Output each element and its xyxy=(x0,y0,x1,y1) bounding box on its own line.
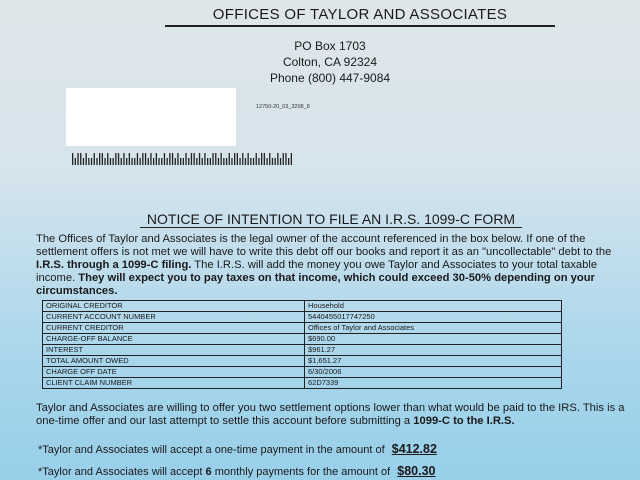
monthly-offer-text-2: monthly payments for the amount of xyxy=(211,466,391,478)
company-address xyxy=(240,38,420,86)
settlement-text: Taylor and Associates are willing to offer you two settlement options lower than what would be paid to the IRS. This is a one-time offer and our last attempt to settle this account before submitting a xyxy=(36,402,625,427)
reference-code: 12750-20_03_3298_8 xyxy=(256,104,310,110)
account-details-table xyxy=(42,300,562,389)
postal-barcode xyxy=(72,153,294,165)
one-time-offer xyxy=(38,442,437,456)
one-time-offer-text: *Taylor and Associates will accept a one-time payment in the amount of xyxy=(38,444,385,456)
intro-text: The Offices of Taylor and Associates is the legal owner of the account referenced in the box below. If one of the settlement offers is not met we will have to write this debt off our books and report it as an "uncollectable" debt to the xyxy=(36,233,612,258)
address-line: PO Box 1703 xyxy=(294,39,366,53)
row-label: CLIENT CLAIM NUMBER xyxy=(43,378,305,389)
row-value: Offices of Taylor and Associates xyxy=(305,323,562,334)
row-value: 5440455017747250 xyxy=(305,312,562,323)
intro-text-2: The I.R.S. will add the money you owe Taylor and Associates to your total taxable income. xyxy=(36,259,598,284)
row-label: CURRENT CREDITOR xyxy=(43,323,305,334)
table-row xyxy=(43,301,562,312)
table-row xyxy=(43,356,562,367)
row-label: ORIGINAL CREDITOR xyxy=(43,301,305,312)
row-label: CURRENT ACCOUNT NUMBER xyxy=(43,312,305,323)
table-row xyxy=(43,334,562,345)
row-value: 62D7339 xyxy=(305,378,562,389)
settlement-paragraph xyxy=(36,402,626,428)
settlement-bold: 1099-C to the I.R.S. xyxy=(413,415,515,427)
address-line: Colton, CA 92324 xyxy=(282,55,378,69)
table-row xyxy=(43,345,562,356)
notice-title: NOTICE OF INTENTION TO FILE AN I.R.S. 1099-C FORM xyxy=(140,211,522,228)
table-row xyxy=(43,378,562,389)
row-label: TOTAL AMOUNT OWED xyxy=(43,356,305,367)
row-value: 6/30/2006 xyxy=(305,367,562,378)
row-value: $1,651.27 xyxy=(305,356,562,367)
intro-bold-taxes: They will expect you to pay taxes on that income, which could exceed 30-50% depending on your circumstances. xyxy=(36,272,595,297)
company-header: OFFICES OF TAYLOR AND ASSOCIATES xyxy=(165,6,555,27)
row-label: INTEREST xyxy=(43,345,305,356)
row-value: Household xyxy=(305,301,562,312)
row-value: $690.00 xyxy=(305,334,562,345)
table-row xyxy=(43,367,562,378)
one-time-amount: $412.82 xyxy=(391,442,437,456)
monthly-offer-text: *Taylor and Associates will accept xyxy=(38,466,206,478)
row-label: CHARGE OFF DATE xyxy=(43,367,305,378)
monthly-count: 6 xyxy=(205,466,212,478)
redacted-recipient-address xyxy=(66,88,236,146)
intro-paragraph xyxy=(36,233,626,298)
row-label: CHARGE-OFF BALANCE xyxy=(43,334,305,345)
table-row xyxy=(43,323,562,334)
monthly-amount: $80.30 xyxy=(397,464,436,478)
intro-bold-1099c: I.R.S. through a 1099-C filing. xyxy=(36,259,192,271)
phone-line: Phone (800) 447-9084 xyxy=(269,71,391,85)
row-value: $961.27 xyxy=(305,345,562,356)
monthly-offer xyxy=(38,464,436,478)
table-row xyxy=(43,312,562,323)
